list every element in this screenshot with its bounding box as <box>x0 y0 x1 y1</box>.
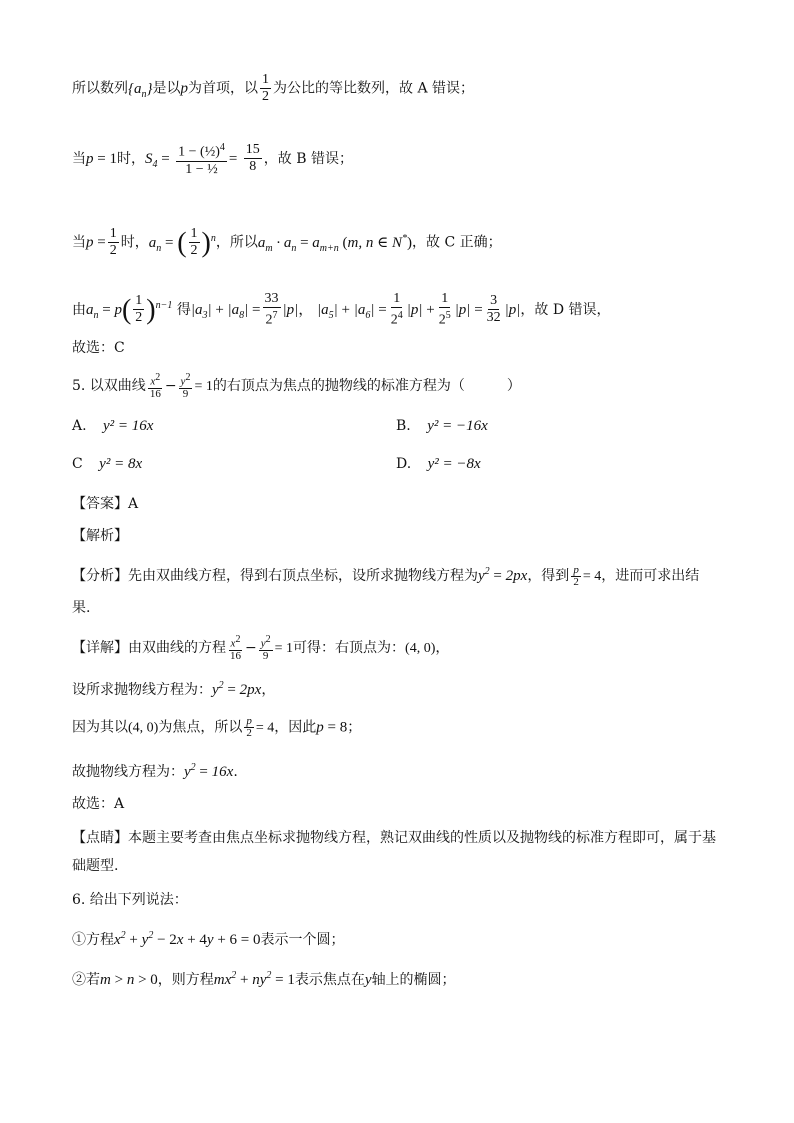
solution-line-4: 由$a_n = p$( $\frac{1}{2}$ )$^{n-1}$ 得$|a_3| + |a_8|$ = $\frac{33}{2^7}$ |p|， $|a_5| + |a_6|$ = $\frac{1}{2^4}$ |p| + $\frac{1}{2^5}$ |p| = $\frac{3}{32}$ |p|，故 D 错误， <box>72 291 611 328</box>
math-p-eq-1: p = 1 <box>86 150 117 167</box>
dianjing-line-1: 【点睛】本题主要考查由焦点坐标求抛物线方程，熟记双曲线的性质以及抛物线的标准方程即可，属于基 <box>72 830 716 846</box>
text-segment: ， <box>435 639 450 656</box>
solution-line-1 <box>72 72 474 105</box>
text-segment: 【详解】由双曲线的方程 <box>72 639 226 656</box>
text-segment: ①方程 <box>72 932 114 948</box>
math-S4-fraction: $\frac{1 - (\frac{1}{2})^4}{\text{1 − ½}}$ <box>178 142 225 177</box>
option-a <box>72 416 153 436</box>
text-segment: 可得：右顶点为： <box>293 639 406 656</box>
text-segment: ②若 <box>72 972 100 988</box>
text-segment: 为焦点，所以 <box>158 719 243 736</box>
math-fraction-half: $\frac{1}{2}$ <box>262 72 269 104</box>
text-segment: ， <box>261 682 276 698</box>
solution-line-2: 当p = 1时，$S_4$ = $\frac{1 - (\frac{1}{2})^4}{\text{1 − ½}}$ = $\frac{15}{8}$ ，故 B 错误； <box>72 142 353 177</box>
fenxi-line: 【分析】先由双曲线方程，得到右顶点坐标，设所求抛物线方程为$y^2 = 2px$，得到 $\frac{p}{2}$ = 4，进而可求出结 <box>72 563 700 588</box>
math-an-def: $a_n$ = ( <box>148 227 187 259</box>
analysis-heading: 【解析】 <box>72 528 128 544</box>
math-y: y <box>364 972 372 988</box>
text-segment: ，进而可求出结 <box>601 568 700 584</box>
text-segment: 当 <box>72 150 86 167</box>
statement-2 <box>72 966 456 990</box>
math-y2-9: $\frac{y^2}{9}$ <box>180 372 191 400</box>
text-segment: 【分析】先由双曲线方程，得到右顶点坐标，设所求抛物线方程为 <box>72 568 478 584</box>
dianjing-line-2: 础题型. <box>72 858 119 874</box>
step-4: 故选：A <box>72 796 125 812</box>
text-segment: 所以数列 <box>72 80 128 97</box>
text-segment: 为公比的等比数列，故 A 错误； <box>273 80 475 97</box>
text-segment: 轴上的椭圆； <box>371 972 456 988</box>
option-label: A. <box>72 418 87 434</box>
statement-1 <box>72 926 345 950</box>
math-an-pq: $a_n = p$( <box>86 294 132 326</box>
text-segment: ，得到 <box>527 568 570 584</box>
math-fraction-3-32: $\frac{3}{32}$ <box>486 293 501 326</box>
option-b <box>396 416 488 436</box>
text-segment: 得 <box>176 301 191 318</box>
math-y2-2px: $y^2 = 2px$ <box>212 680 262 698</box>
option-expr: y² = −16x <box>427 418 488 434</box>
solution-line-5: 故选：C <box>72 340 125 356</box>
text-segment: 5. 以双曲线 <box>72 377 146 394</box>
text-segment: 故抛物线方程为： <box>72 764 184 780</box>
text-segment: ，所以 <box>215 234 258 251</box>
text-segment: ，故 B 错误； <box>263 150 353 167</box>
math-y2-9: $\frac{y^2}{9}$ <box>260 634 271 662</box>
math-fraction-33: $\frac{33}{2^7}$ <box>264 291 279 328</box>
question-6-stem: 6. 给出下列说法： <box>72 892 188 908</box>
text-segment: 表示一个圆； <box>260 932 345 948</box>
text-segment: ，因此 <box>274 719 317 736</box>
step-3 <box>72 758 238 782</box>
step-1 <box>72 676 275 700</box>
math-point-4-0: (4, 0) <box>405 640 436 656</box>
question-5-stem: 5. 以双曲线 $\frac{x^2}{16}$ − $\frac{y^2}{9}$ = 1的右顶点为焦点的抛物线的标准方程为（ ） <box>72 372 521 400</box>
text-segment: . <box>233 764 238 780</box>
math-y2-16x: $y^2 = 16x$ <box>184 762 234 780</box>
option-label: D. <box>396 456 412 472</box>
math-abs-sum-1: $|a_3| + |a_8|$ = <box>190 301 261 321</box>
option-expr: y² = −8x <box>427 456 481 472</box>
step-2: 因为其以(4, 0)为焦点，所以 $\frac{p}{2}$ = 4，因此p = 8； <box>72 715 362 739</box>
text-segment: ； <box>347 719 362 736</box>
text-segment: 的右顶点为焦点的抛物线的标准方程为（ ） <box>212 377 521 394</box>
text-segment: ，故 D 错误， <box>520 301 611 318</box>
math-fraction-1-2-4: $\frac{1}{2^4}$ <box>390 291 403 328</box>
text-segment: 表示焦点在 <box>294 972 365 988</box>
option-label: B. <box>396 418 411 434</box>
math-point-4-0: (4, 0) <box>128 720 159 736</box>
math-y2-2px: $y^2 = 2px$ <box>478 566 528 584</box>
text-segment: 由 <box>72 301 86 318</box>
math-ellipse-eq: $mx^2 + ny^2 = 1$ <box>213 970 295 988</box>
text-segment: ，则方程 <box>157 972 214 988</box>
math-p-over-2: $\frac{p}{2}$ <box>246 715 252 739</box>
text-segment: 设所求抛物线方程为： <box>72 682 212 698</box>
math-fraction-1-2-5: $\frac{1}{2^5}$ <box>438 291 451 328</box>
math-fraction-15-8: $\frac{15}{8}$ <box>245 142 260 175</box>
text-segment: 当 <box>72 234 86 251</box>
text-segment: 因为其以 <box>72 719 128 736</box>
math-am-an: $a_m \cdot a_n = a_{m+n}$ (m, n ∈ N*) <box>257 232 412 254</box>
math-p-over-2: $\frac{p}{2}$ <box>573 563 579 588</box>
math-p-eq-8: p = 8 <box>316 719 348 736</box>
fenxi-line-2: 果. <box>72 600 91 616</box>
option-label: C <box>72 456 83 472</box>
text-segment: ，故 C 正确； <box>412 234 502 251</box>
math-m-gt-n: m > n > 0 <box>100 972 158 988</box>
option-expr: y² = 8x <box>99 456 143 472</box>
solution-line-3: 当p = $\frac{1}{2}$ 时，$a_n$ = ( $\frac{1}{2}$ )$^n$，所以$a_m \cdot a_n = a_{m+n}$ (m, n ∈ N*)，故 C 正确； <box>72 226 502 259</box>
text-segment: 为首项，以 <box>188 80 258 97</box>
option-expr: y² = 16x <box>103 418 154 434</box>
math-circle-eq: $x^2 + y^2 - 2x + 4y + 6 = 0$ <box>114 930 261 948</box>
math-p-eq-half: p = <box>86 234 106 251</box>
math-x2-16: $\frac{x^2}{16}$ <box>149 372 161 400</box>
math-fraction-half: $\frac{1}{2}$ <box>190 226 198 258</box>
xiangjie-line: 【详解】由双曲线的方程 $\frac{x^2}{16}$ − $\frac{y^2}{9}$ = 1可得：右顶点为：(4, 0)， <box>72 634 450 662</box>
math-p: p <box>180 80 188 97</box>
math-fraction-half: $\frac{1}{2}$ <box>109 226 117 258</box>
text-segment: 时， <box>120 234 149 251</box>
option-c <box>72 454 142 474</box>
math-fraction-half: $\frac{1}{2}$ <box>135 293 143 326</box>
math-S4: $S_4$ = <box>144 150 170 170</box>
math-sequence: $\{a_n\}$ <box>128 80 153 100</box>
option-d <box>396 454 481 474</box>
answer-line: 【答案】A <box>72 496 139 512</box>
text-segment: 时， <box>116 150 145 167</box>
math-x2-16: $\frac{x^2}{16}$ <box>230 634 241 662</box>
text-segment: 是以 <box>152 80 181 97</box>
